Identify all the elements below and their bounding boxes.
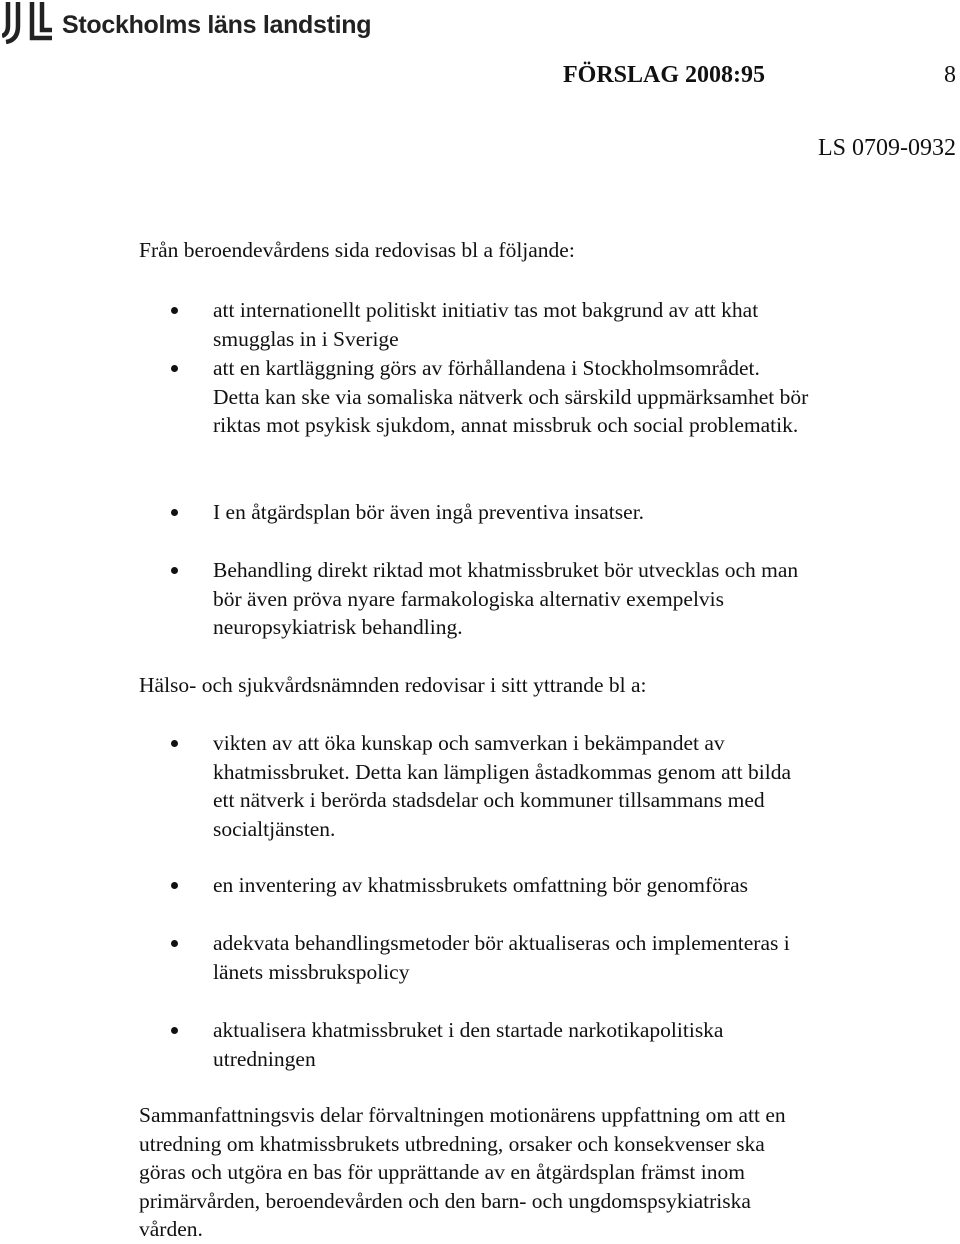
bullet-icon [171, 567, 178, 574]
line: Detta kan ske via somaliska nätverk och särskild uppmärksamhet bör [213, 384, 809, 409]
bullet-icon [171, 882, 178, 889]
organization-logo [2, 0, 371, 44]
line: vården. [139, 1217, 203, 1242]
line: socialtjänsten. [213, 816, 336, 841]
line: Sammanfattningsvis delar förvaltningen motionärens uppfattning om att en [139, 1103, 786, 1127]
bullet-icon [171, 509, 178, 516]
bullet-icon [171, 940, 178, 947]
section2-intro-text: Hälso- och sjukvårdsnämnden redovisar i sitt yttrande bl a: [139, 673, 647, 697]
line: ett nätverk i berörda stadsdelar och kommuner tillsammans med [213, 788, 765, 813]
line: utredningen [213, 1046, 316, 1071]
list-item-text [213, 354, 893, 440]
bullet-icon [171, 740, 178, 747]
reference-number: LS 0709-0932 [818, 135, 956, 161]
line: neuropsykiatrisk behandling. [213, 615, 463, 640]
sll-logo-icon [2, 0, 54, 44]
organization-name: Stockholms läns landsting [62, 10, 372, 39]
document-id: FÖRSLAG 2008:95 [563, 62, 766, 88]
line: smugglas in i Sverige [213, 326, 399, 351]
list-item-text [213, 1016, 893, 1073]
bullet-icon [171, 365, 178, 372]
list-item-text [213, 871, 893, 900]
bullet-icon [171, 307, 178, 314]
list-item-text [213, 296, 893, 353]
line: göras och utgöra en bas för upprättande av en åtgärdsplan främst inom [139, 1160, 745, 1185]
bullet-icon [171, 1027, 178, 1034]
line: att internationellt politiskt initiativ tas mot bakgrund av att khat [213, 298, 759, 322]
line: I en åtgärdsplan bör även ingå preventiva insatser. [213, 500, 645, 524]
line: att en kartläggning görs av förhållandena i Stockholmsområdet. [213, 356, 760, 380]
section1-intro-text: Från beroendevårdens sida redovisas bl a följande: [139, 238, 575, 262]
line: länets missbrukspolicy [213, 959, 410, 984]
list-item-text [213, 729, 893, 843]
line: adekvata behandlingsmetoder bör aktualiseras och implementeras i [213, 931, 790, 955]
page-number: 8 [944, 62, 956, 88]
list-item-text [213, 556, 893, 642]
line: aktualisera khatmissbruket i den startade narkotikapolitiska [213, 1018, 724, 1042]
line: khatmissbruket. Detta kan lämpligen åstadkommas genom att bilda [213, 759, 791, 784]
line: Behandling direkt riktad mot khatmissbruket bör utvecklas och man [213, 558, 799, 582]
line: utredning om khatmissbrukets utbredning, orsaker och konsekvenser ska [139, 1131, 765, 1156]
summary-paragraph [139, 1101, 939, 1244]
line: vikten av att öka kunskap och samverkan i bekämpandet av [213, 731, 725, 755]
line: en inventering av khatmissbrukets omfattning bör genomföras [213, 873, 748, 897]
line: riktas mot psykisk sjukdom, annat missbruk och social problematik. [213, 413, 799, 438]
section1-intro [139, 236, 939, 265]
line: bör även pröva nyare farmakologiska alternativ exempelvis [213, 586, 725, 611]
list-item-text [213, 929, 893, 986]
list-item-text [213, 498, 893, 527]
section2-intro [139, 671, 939, 700]
line: primärvården, beroendevården och den barn- och ungdomspsykiatriska [139, 1188, 751, 1213]
